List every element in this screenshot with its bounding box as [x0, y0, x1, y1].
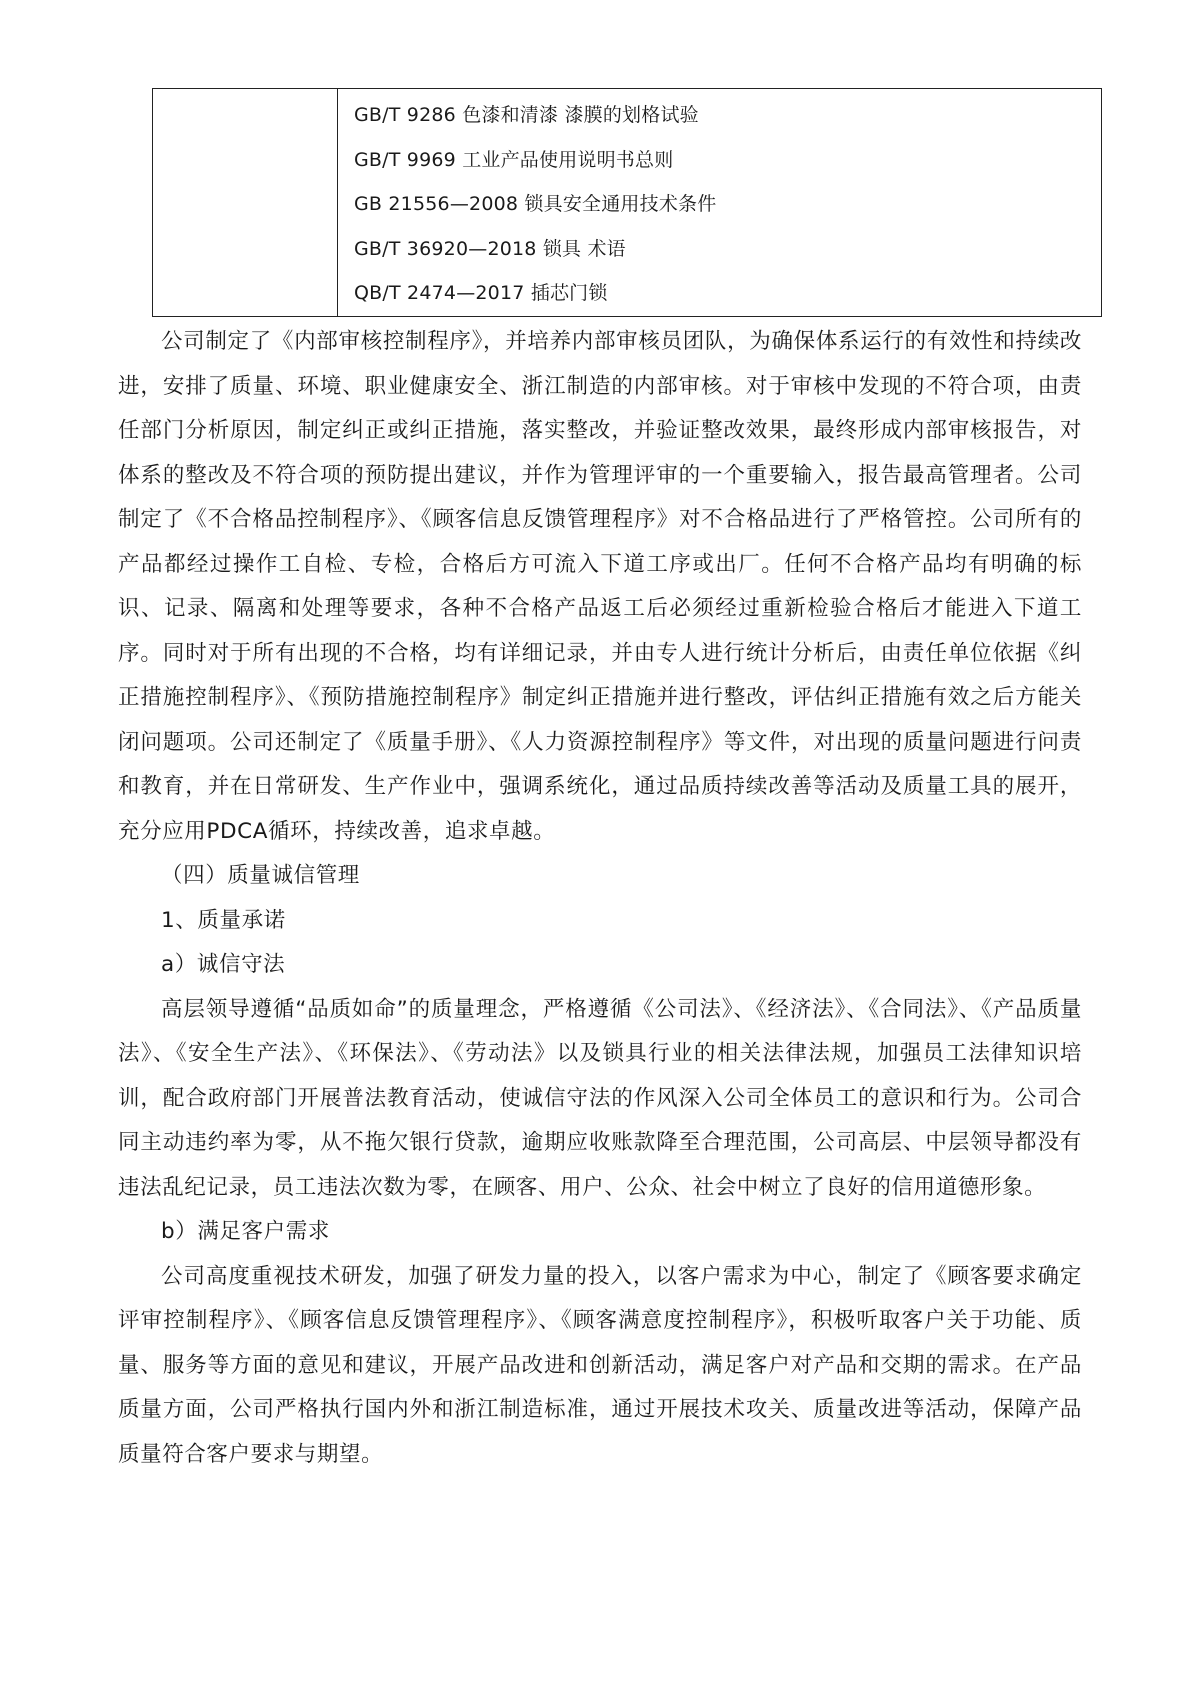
body-text [118, 320, 1082, 1477]
standards-list [338, 89, 1101, 316]
standard-item: QB/T 2474—2017 插芯门锁 [354, 282, 608, 304]
standard-item: GB 21556—2008 锁具安全通用技术条件 [354, 193, 717, 215]
section-heading: （四）质量诚信管理 [161, 863, 360, 888]
standard-item: GB/T 36920—2018 锁具 术语 [354, 237, 626, 260]
paragraph-customer-needs: 公司高度重视技术研发，加强了研发力量的投入，以客户需求为中心，制定了《顾客要求确定评审控制程序》、《顾客信息反馈管理程序》、《顾客满意度控制程序》，积极听取客户关于功能、质量、服务等方面的意见和建议，开展产品改进和创新活动，满足客户对产品和交期的需求。在产品质量方面，公司严格执行国内外和浙江制造标准，通过开展技术攻关、质量改进等活动，保障产品质量符合客户要求与期望。 [118, 1263, 1082, 1467]
paragraph-internal-audit: 公司制定了《内部审核控制程序》，并培养内部审核员团队，为确保体系运行的有效性和持续改进，安排了质量、环境、职业健康安全、浙江制造的内部审核。对于审核中发现的不符合项，由责任部门分析原因，制定纠正或纠正措施，落实整改，并验证整改效果，最终形成内部审核报告，对体系的整改及不符合项的预防提出建议，并作为管理评审的一个重要输入，报告最高管理者。公司制定了《不合格品控制程序》、《顾客信息反馈管理程序》对不合格品进行了严格管控。公司所有的产品都经过操作工自检、专检，合格后方可流入下道工序或出厂。任何不合格产品均有明确的标识、记录、隔离和处理等要求，各种不合格产品返工后必须经过重新检验合格后才能进入下道工序。同时对于所有出现的不合格，均有详细记录，并由专人进行统计分析后，由责任单位依据《纠正措施控制程序》、《预防措施控制程序》制定纠正措施并进行整改，评估纠正措施有效之后方能关闭问题项。公司还制定了《质量手册》、《人力资源控制程序》等文件，对出现的质量问题进行问责和教育，并在日常研发、生产作业中，强调系统化，通过品质持续改善等活动及质量工具的展开，充分应用PDCA循环，持续改善，追求卓越。 [118, 329, 1082, 844]
paragraph-law-compliance: 高层领导遵循“品质如命”的质量理念，严格遵循《公司法》、《经济法》、《合同法》、《产品质量法》、《安全生产法》、《环保法》、《劳动法》以及锁具行业的相关法律法规，加强员工法律知识培训，配合政府部门开展普法教育活动，使诚信守法的作风深入公司全体员工的意识和行为。公司合同主动违约率为零，从不拖欠银行贷款，逾期应收账款降至合理范围，公司高层、中层领导都没有违法乱纪记录，员工违法次数为零，在顾客、用户、公众、社会中树立了良好的信用道德形象。 [118, 996, 1082, 1200]
item-heading-a: a）诚信守法 [161, 952, 286, 977]
subsection-heading: 1、质量承诺 [161, 907, 286, 933]
standard-item: GB/T 9286 色漆和清漆 漆膜的划格试验 [354, 104, 699, 126]
standard-item: GB/T 9969 工业产品使用说明书总则 [354, 148, 674, 171]
standards-table [152, 88, 1102, 317]
table-row [153, 89, 1102, 317]
item-heading-b: b）满足客户需求 [161, 1219, 330, 1244]
standards-cell [338, 89, 1102, 317]
table-empty-cell [153, 89, 338, 317]
